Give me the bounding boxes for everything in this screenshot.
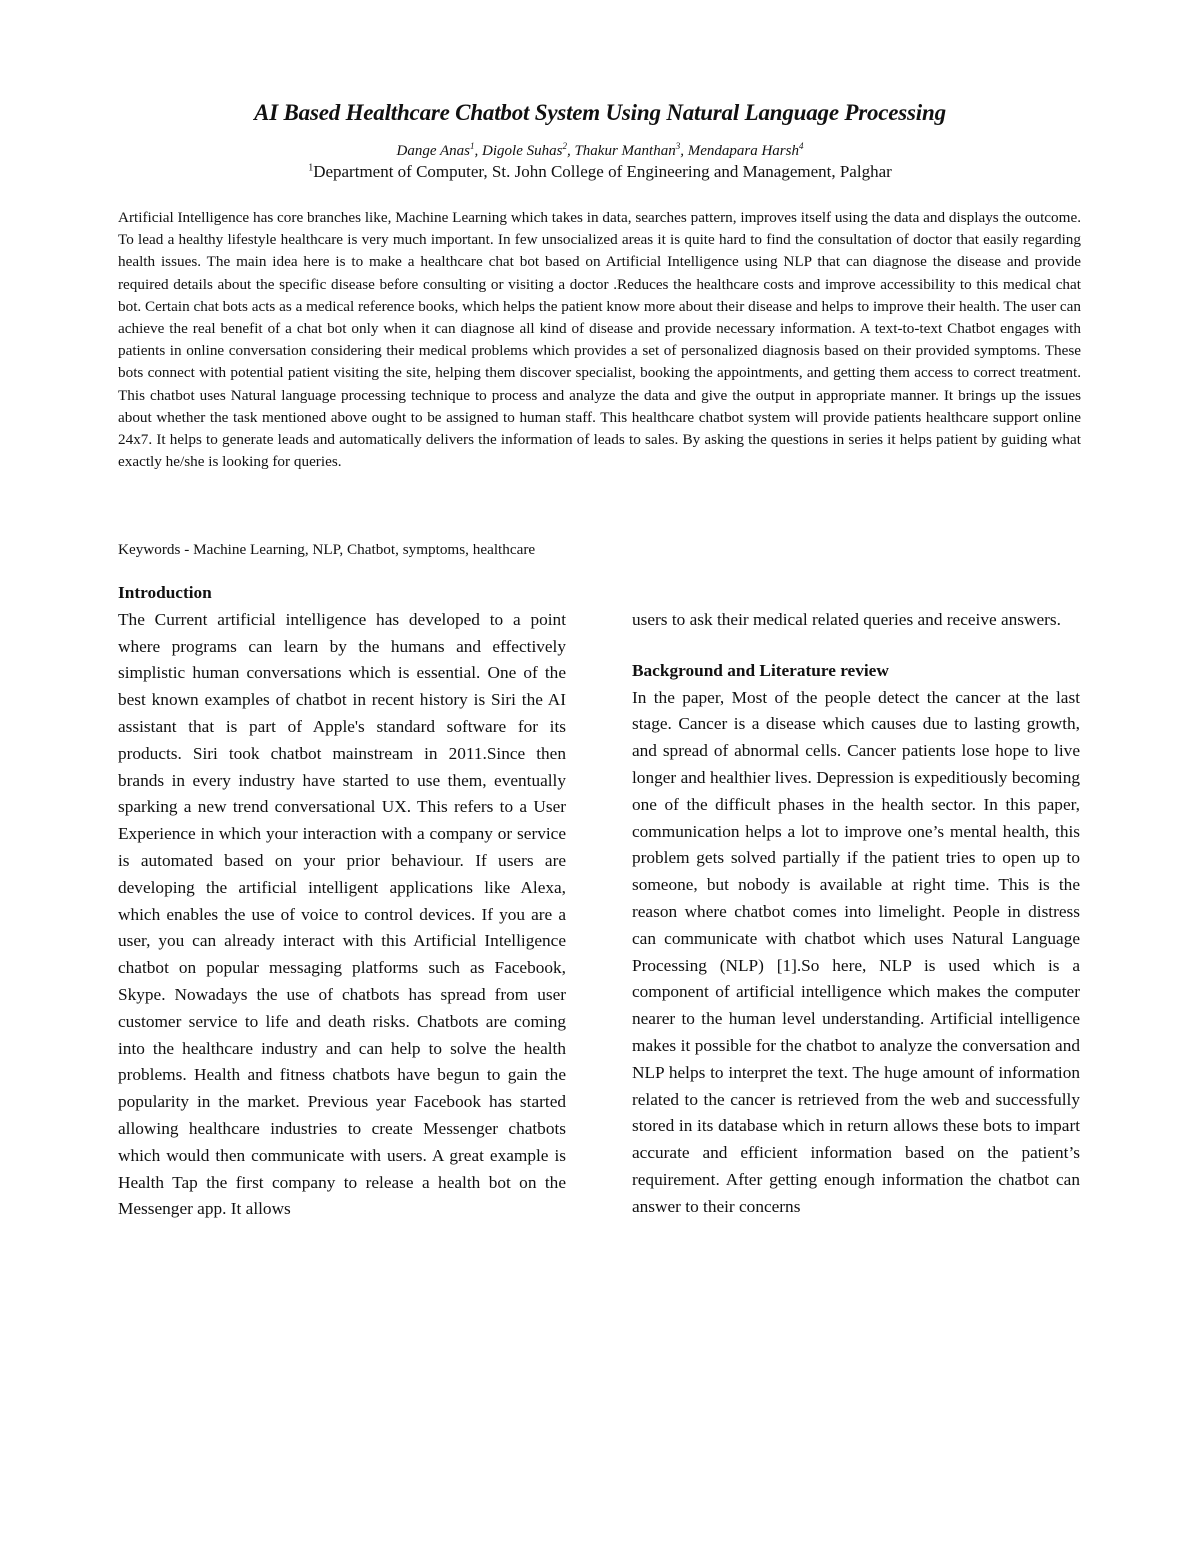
abstract: Artificial Intelligence has core branches like, Machine Learning which takes in data, searches pattern, improves itself using the data and displays the outcome. To lead a healthy lifestyle healthcare is very much important. In few unsocialized areas it is quite hard to find the consultation of doctor that easily regarding health issues. The main idea here is to make a healthcare chat bot based on Artificial Intelligence using NLP that can diagnose the disease and provide required details about the specific disease before consulting or visiting a doctor .Reduces the healthcare costs and improve accessibility to this medical chat bot. Certain chat bots acts as a medical reference books, which helps the patient know more about their disease and helps to improve their health. The user can achieve the real benefit of a chat bot only when it can diagnose all kind of disease and provide necessary information. A text-to-text Chatbot engages with patients in online conversation considering their medical problems which provides a set of personalized diagnosis based on their provided symptoms. These bots connect with potential patient visiting the site, helping them discover specialist, booking the appointments, and getting them access to correct treatment. This chatbot uses Natural language processing technique to process and analyze the data and give the output in appropriate manner. It brings up the issues about whether the task mentioned above ought to be assigned to human staff. This healthcare chatbot system will provide patients healthcare support online 24x7. It helps to generate leads and automatically delivers the information of leads to sales. By asking the questions in series it helps patient by guiding what exactly he/she is looking for queries. xyxy=(118,209,1081,471)
background-paragraph: In the paper, Most of the people detect the cancer at the last stage. Cancer is a disease which causes due to lasting growth, and spread of abnormal cells. Cancer patients lose hope to live longer and healthier lives. Depression is expeditiously becoming one of the difficult phases in the health sector. In this paper, communication helps a lot to improve one’s mental health, this problem gets solved partially if the patient tries to open up to someone, but nobody is available at right time. This is the reason where chatbot comes into limelight. People in distress can communicate with chatbot which uses Natural Language Processing (NLP) [1].So here, NLP is used which is a component of artificial intelligence which makes the computer nearer to the human level understanding. Artificial intelligence makes it possible for the chatbot to analyze the conversation and NLP helps to interpret the text. The huge amount of information related to the cancer is retrieved from the web and successfully stored in its database which in return allows these bots to impart accurate and efficient information based on the patient’s requirement. After getting enough information the chatbot can answer to their concerns xyxy=(632,687,1080,1216)
author-separator: , xyxy=(566,143,575,159)
introduction-paragraph: The Current artificial intelligence has developed to a point where programs can learn by the humans and effectively simplistic human conversations which is essential. One of the best known examples of chatbot in recent history is Siri the AI assistant that is part of Apple's standard software for its products. Siri took chatbot mainstream in 2011.Since then brands in every industry have started to use them, eventually sparking a new trend conversational UX. This refers to a User Experience in which your interaction with a company or service is automated based on your prior behaviour. If users are developing the artificial intelligent applications like Alexa, which enables the use of voice to control devices. If you are a user, you can already interact with this Artificial Intelligence chatbot on popular messaging platforms such as Facebook, Skype. Nowadays the use of chatbots has spread from user customer service to life and death risks. Chatbots are coming into the healthcare industry and can help to solve the health problems. Health and fitness chatbots have begun to gain the popularity in the market. Previous year Facebook has started allowing healthcare industries to create Messenger chatbots which would then communicate with users. A great example is Health Tap the first company to release a health bot on the Messenger app. It allows xyxy=(118,609,566,1219)
author-name: Dange Anas xyxy=(396,143,471,159)
introduction-heading: Introduction xyxy=(118,583,212,602)
author-list xyxy=(0,141,1200,160)
paper-title: AI Based Healthcare Chatbot System Using Natural Language Processing xyxy=(254,100,946,125)
author-separator: , xyxy=(680,143,688,159)
author-superscript: 1 xyxy=(470,141,475,151)
author-separator: , xyxy=(474,143,483,159)
author-name: Digole Suhas xyxy=(482,143,563,159)
author-name: Mendapara Harsh xyxy=(687,143,799,159)
author-name: Thakur Manthan xyxy=(574,143,676,159)
author-superscript: 2 xyxy=(562,141,567,151)
background-heading: Background and Literature review xyxy=(632,660,889,680)
introduction-paragraph-continued: users to ask their medical related queries and receive answers. xyxy=(632,610,1061,629)
author-superscript: 3 xyxy=(675,141,681,151)
affiliation-text: Department of Computer, St. John College of Engineering and Management, Palghar xyxy=(313,162,892,181)
left-column xyxy=(118,580,566,1223)
affiliation xyxy=(0,162,1200,182)
section-spacer xyxy=(632,634,1080,658)
author-superscript: 4 xyxy=(798,141,804,151)
keywords: Keywords - Machine Learning, NLP, Chatbot, symptoms, healthcare xyxy=(118,541,536,558)
right-column xyxy=(632,607,1080,1221)
affiliation-superscript: 1 xyxy=(308,162,314,174)
